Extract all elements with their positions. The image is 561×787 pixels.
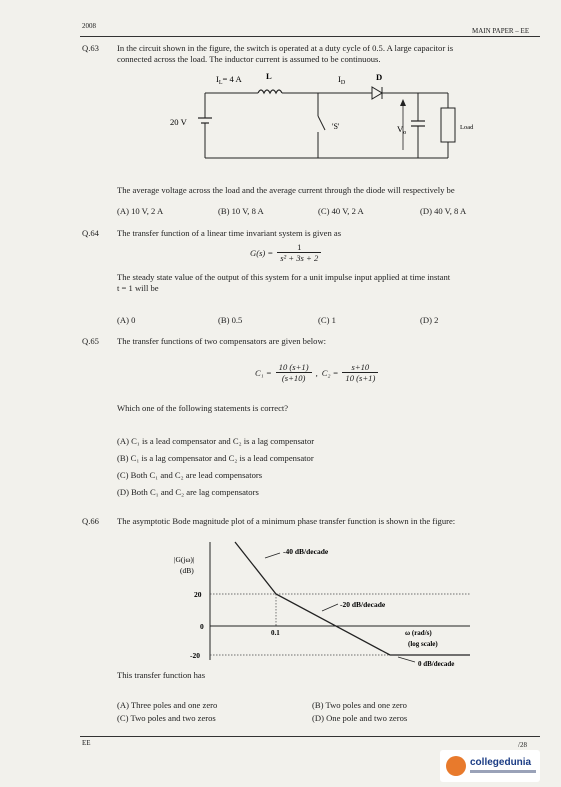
q66-option-a: (A) Three poles and one zero — [117, 700, 218, 710]
bode-slope2: -20 dB/decade — [340, 600, 386, 609]
q65-c1-fraction — [276, 362, 312, 383]
switch-symbol — [318, 116, 325, 130]
q63-text-line2: connected across the load. The inductor current is assumed to be continuous. — [117, 54, 381, 64]
header-rule — [80, 36, 540, 37]
q65-number: Q.65 — [82, 336, 99, 346]
header-paper: MAIN PAPER – EE — [472, 27, 530, 35]
inductor-symbol — [258, 90, 282, 93]
q65-c1-denominator: (s+10) — [281, 373, 306, 383]
q63-option-a: (A) 10 V, 2 A — [117, 206, 164, 216]
label-load: Load — [460, 124, 474, 131]
q66-question: This transfer function has — [117, 670, 206, 680]
q66-option-b: (B) Two poles and one zero — [312, 700, 407, 710]
q66-number: Q.66 — [82, 516, 99, 526]
q64-lhs: G(s) = — [250, 248, 274, 259]
collegedunia-logo-icon — [446, 756, 466, 776]
q65-option-b: (B) C₁ is a lag compensator and C₂ is a lead compensator — [117, 453, 314, 463]
q66-bode-plot — [170, 532, 490, 670]
label-il: $I_L= 4$ A — [216, 74, 242, 86]
label-l: L — [266, 71, 272, 81]
slope3-pointer — [398, 657, 415, 662]
q65-c2-fraction — [342, 362, 378, 383]
q65-option-d: (D) Both C₁ and C₂ are lag compensators — [117, 487, 259, 497]
q63-option-b: (B) 10 V, 8 A — [218, 206, 264, 216]
q66-text-line1: The asymptotic Bode magnitude plot of a minimum phase transfer function is shown in the figure: — [117, 516, 456, 526]
q64-number: Q.64 — [82, 228, 99, 238]
q63-question: The average voltage across the load and the average current through the diode will respectively be — [117, 185, 455, 195]
q63-option-c: (C) 40 V, 2 A — [318, 206, 364, 216]
q63-text-line1: In the circuit shown in the figure, the switch is operated at a duty cycle of 0.5. A large capacitor is — [117, 43, 454, 53]
q66-option-d: (D) One pole and two zeros — [312, 713, 408, 723]
bode-y20: 20 — [194, 590, 202, 599]
q65-c2-lhs: C₂ = — [321, 368, 339, 379]
label-vo: $V_o$ — [397, 124, 407, 136]
q64-numerator: 1 — [277, 242, 321, 253]
bode-ylabel1: |G(jω)| — [174, 555, 195, 564]
q65-text-line1: The transfer functions of two compensators are given below: — [117, 336, 327, 346]
q65-option-a: (A) C₁ is a lead compensator and C₂ is a lag compensator — [117, 436, 315, 446]
q64-fraction — [277, 242, 321, 263]
q64-option-b: (B) 0.5 — [218, 315, 243, 325]
label-20v: 20 V — [170, 117, 187, 127]
footer-left: EE — [82, 739, 91, 747]
q64-transfer-function — [250, 242, 321, 263]
q64-option-a: (A) 0 — [117, 315, 136, 325]
vo-arrow — [400, 99, 406, 106]
slope1-pointer — [265, 553, 280, 558]
bode-ylabel2: (dB) — [180, 566, 194, 575]
q65-c1-lhs: C₁ = — [255, 368, 272, 379]
label-id: $I_D$ — [338, 74, 346, 86]
q64-option-c: (C) 1 — [318, 315, 336, 325]
q65-c1-numerator: 10 (s+1) — [276, 362, 312, 373]
q65-question: Which one of the following statements is correct? — [117, 403, 289, 413]
q64-text-line2: The steady state value of the output of this system for a unit impulse input applied at time instant — [117, 272, 451, 282]
q64-option-d: (D) 2 — [420, 315, 439, 325]
bode-x01: 0.1 — [271, 629, 280, 637]
q63-option-d: (D) 40 V, 8 A — [420, 206, 467, 216]
q65-separator: , — [315, 368, 318, 379]
diode-symbol — [372, 87, 382, 99]
bode-slope1: -40 dB/decade — [283, 547, 329, 556]
q64-denominator: s² + 3s + 2 — [280, 253, 319, 263]
q65-c2-numerator: s+10 — [342, 362, 378, 373]
q63-number: Q.63 — [82, 43, 99, 53]
footer-right: /28 — [518, 741, 527, 749]
footer-rule — [80, 736, 540, 737]
header-year: 2008 — [82, 22, 96, 30]
bode-slope3: 0 dB/decade — [418, 660, 455, 668]
q64-text-line1: The transfer function of a linear time invariant system is given as — [117, 228, 342, 238]
collegedunia-logo-tagline — [470, 770, 536, 773]
bode-y0: 0 — [200, 622, 204, 631]
slope2-pointer — [322, 604, 338, 611]
q65-compensators — [255, 362, 378, 383]
q63-circuit-diagram — [160, 66, 490, 174]
bode-xlabel1: ω (rad/s) — [405, 629, 432, 637]
q64-text-line3: t = 1 will be — [117, 283, 159, 293]
bode-xlabel2: (log scale) — [408, 640, 438, 648]
bode-ym20: -20 — [190, 651, 200, 660]
q65-c2-denominator: 10 (s+1) — [345, 373, 376, 383]
bode-asymptote — [235, 542, 470, 655]
collegedunia-logo — [440, 750, 540, 782]
load-resistor — [441, 108, 455, 142]
q65-option-c: (C) Both C₁ and C₂ are lead compensators — [117, 470, 263, 480]
collegedunia-logo-text: collegedunia — [470, 757, 532, 768]
q66-option-c: (C) Two poles and two zeros — [117, 713, 216, 723]
label-d: D — [376, 72, 383, 82]
label-switch: 'S' — [332, 122, 340, 131]
